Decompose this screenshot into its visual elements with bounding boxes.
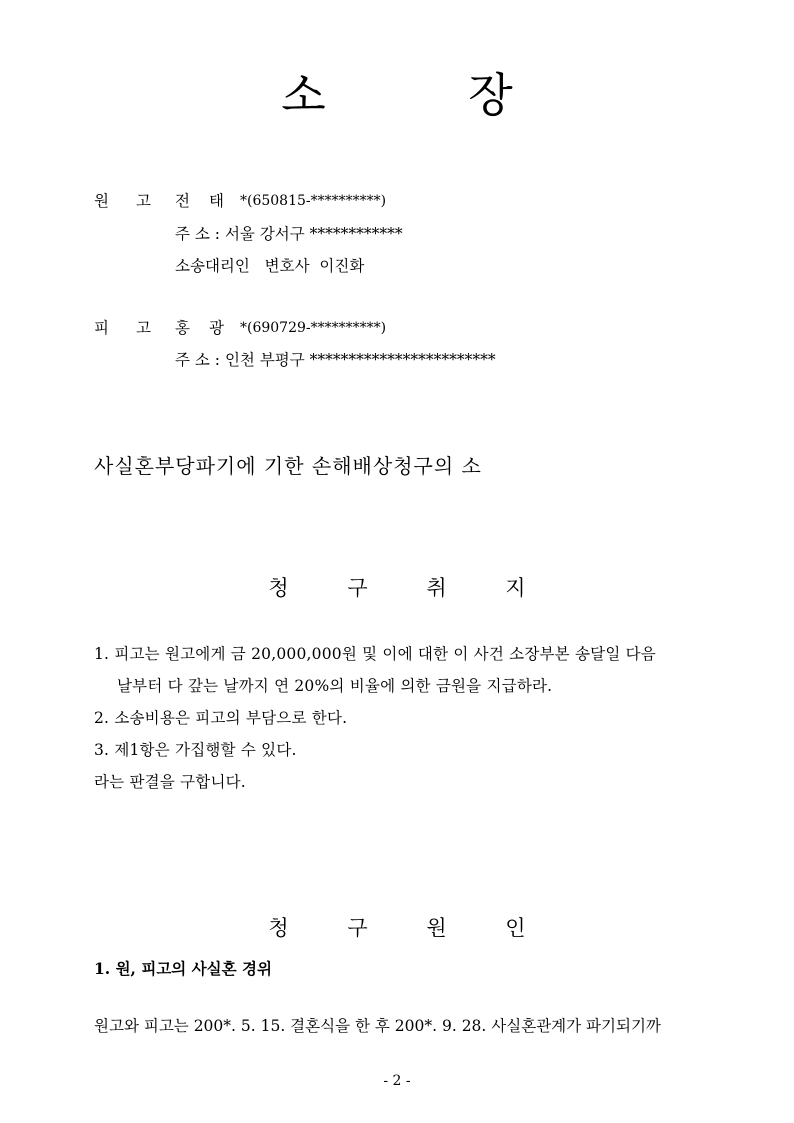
relief-item-2: 2. 소송비용은 피고의 부담으로 한다. <box>94 709 348 727</box>
page-number: - 2 - <box>383 1073 411 1089</box>
defendant-id: *(690729-**********) <box>240 320 387 336</box>
relief-closing: 라는 판결을 구합니다. <box>94 773 246 791</box>
plaintiff-label-char-1: 원 <box>94 192 109 210</box>
document-title: 소 장 <box>281 68 577 122</box>
case-title: 사실혼부당파기에 기한 손해배상청구의 소 <box>94 454 482 478</box>
defendant-label-char-2: 고 <box>136 319 151 337</box>
defendant-name-char-2: 광 <box>209 319 224 337</box>
plaintiff-name-char-2: 태 <box>209 192 224 210</box>
cause-text: 원고와 피고는 200*. 5. 15. 결혼식을 한 후 200*. 9. 28. 사실혼관계가 파기되기까 <box>94 1017 661 1035</box>
relief-item-3: 3. 제1항은 가집행할 수 있다. <box>94 741 297 759</box>
plaintiff-label-char-2: 고 <box>136 192 151 210</box>
defendant-name-char-1: 홍 <box>175 319 190 337</box>
relief-item-1: 1. 피고는 원고에게 금 20,000,000원 및 이에 대한 이 사건 소장부본 송달일 다음 <box>94 645 656 663</box>
plaintiff-attorney: 소송대리인 변호사 이진화 <box>175 257 365 275</box>
plaintiff-name-char-1: 전 <box>175 192 190 210</box>
relief-item-1-cont: 날부터 다 갚는 날까지 연 20%의 비율에 의한 금원을 지급하라. <box>117 677 553 695</box>
defendant-address: 주 소 : 인천 부평구 ************************ <box>175 351 496 369</box>
cause-subheading: 1. 원, 피고의 사실혼 경위 <box>94 959 272 978</box>
plaintiff-address: 주 소 : 서울 강서구 ************ <box>175 225 403 243</box>
cause-heading: 청 구 원 인 <box>268 916 552 940</box>
relief-heading: 청 구 취 지 <box>268 576 552 600</box>
plaintiff-id: *(650815-**********) <box>240 193 387 209</box>
defendant-label-char-1: 피 <box>94 319 109 337</box>
